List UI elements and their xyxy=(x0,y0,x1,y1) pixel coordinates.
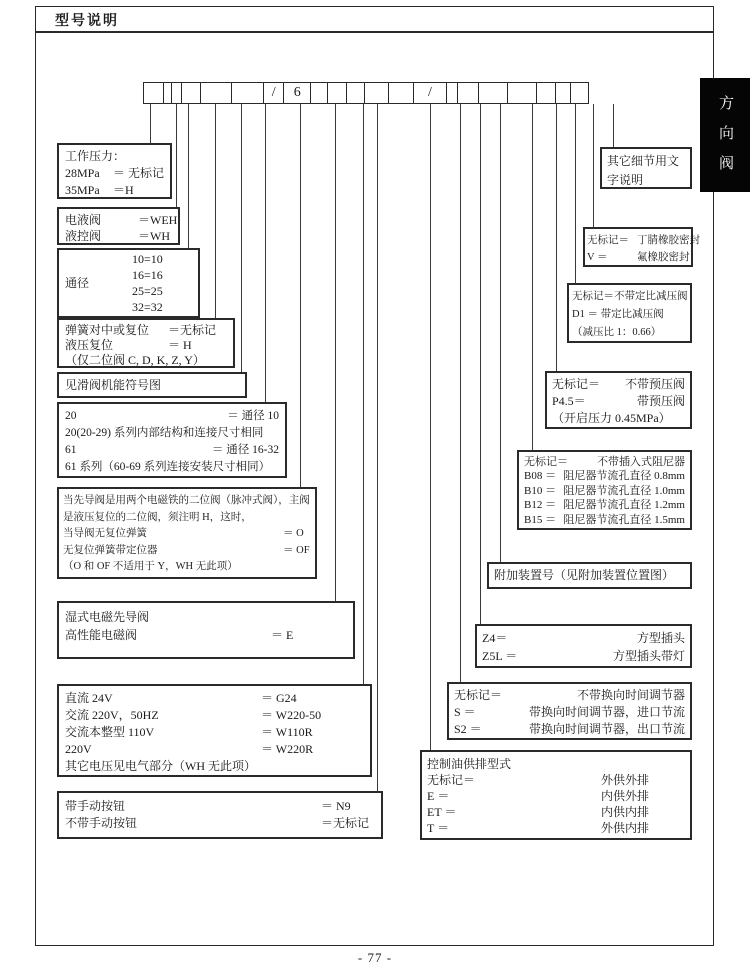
model-code-row xyxy=(143,82,589,104)
code-cell xyxy=(327,82,347,104)
box-working-pressure xyxy=(57,143,172,199)
header-rule xyxy=(36,31,713,33)
note: 其它电压见电气部分（WH 无此项） xyxy=(65,759,256,773)
note: 20(20-29) 系列内部结构和连接尺寸相同 xyxy=(65,427,264,439)
box-seal-material xyxy=(583,227,700,267)
term: 交流 220V，50HZ xyxy=(65,708,159,722)
term: B10 ＝ xyxy=(524,484,557,497)
code-value: ＝ E xyxy=(271,628,294,642)
spec-line xyxy=(65,408,279,425)
term: P4.5＝ xyxy=(552,394,586,408)
term: ET ＝ xyxy=(427,805,457,819)
connector-line xyxy=(241,104,242,372)
box-spool-symbol xyxy=(57,372,247,398)
box-pressure-reducing xyxy=(567,283,692,343)
connector-line xyxy=(176,104,177,207)
spec-line xyxy=(524,498,685,512)
code-value: 阻尼器节流孔直径 1.5mm xyxy=(563,513,685,526)
spec-line xyxy=(494,566,685,585)
spec-line xyxy=(524,469,685,483)
code-value: ＝ W110R xyxy=(261,725,313,739)
code-value: 方型插头带灯 xyxy=(612,649,685,663)
spec-line xyxy=(65,212,178,228)
note: 当先导阀是用两个电磁铁的二位阀（脉冲式阀），主阀 xyxy=(63,495,310,506)
code-cell xyxy=(478,82,509,104)
page-number: - 77 - xyxy=(357,950,393,965)
spec-line xyxy=(63,493,311,510)
term: 61 xyxy=(65,444,77,456)
term: Z4＝ xyxy=(482,631,508,645)
code-cell xyxy=(346,82,365,104)
note: 无标记＝不带定比减压阀 xyxy=(572,291,688,302)
term: E ＝ xyxy=(427,789,450,803)
spec-line xyxy=(454,704,685,721)
spec-line xyxy=(427,804,685,820)
term: B12 ＝ xyxy=(524,499,557,512)
code-value: ＝H xyxy=(113,183,134,197)
spec-line xyxy=(65,425,279,442)
code-value: 带换向时间调节器，进口节流 xyxy=(528,705,685,719)
spec-line xyxy=(607,152,685,190)
code-value: ＝无标记 xyxy=(321,816,370,830)
spec-line xyxy=(63,559,311,576)
code-value: ＝ W220-50 xyxy=(261,708,322,722)
term: 220V xyxy=(65,742,92,756)
code-value: ＝WH xyxy=(138,229,170,243)
spec-line xyxy=(65,148,164,165)
box-spring-centering xyxy=(57,318,235,368)
term: 20 xyxy=(65,410,77,422)
spec-line xyxy=(65,690,364,707)
term: 液压复位 xyxy=(65,338,114,352)
page-title: 型号说明 xyxy=(55,14,119,29)
spec-line xyxy=(65,608,347,626)
term: 工作压力： xyxy=(65,149,126,163)
note: （减压比 1：0.66） xyxy=(572,327,662,338)
box-other-details xyxy=(600,147,692,189)
code-cell xyxy=(570,82,589,104)
spec-line xyxy=(65,377,239,394)
nominal-size-values xyxy=(132,251,163,315)
box-valve-type xyxy=(57,207,180,245)
code-value: 10=10 xyxy=(132,252,163,266)
code-value: 带换向时间调节器，出口节流 xyxy=(528,722,685,736)
code-value: ＝ O xyxy=(283,528,304,539)
spec-line xyxy=(587,249,689,266)
term: B15 ＝ xyxy=(524,513,557,526)
note: （仅二位阀 C, D, K, Z, Y） xyxy=(65,353,205,367)
code-cell xyxy=(536,82,556,104)
spec-line xyxy=(482,629,685,647)
code-cell xyxy=(143,82,164,104)
term: V ＝ xyxy=(587,252,608,263)
spec-line xyxy=(65,353,227,368)
box-accessory-number xyxy=(487,562,692,589)
code-value: 方型插头 xyxy=(636,631,685,645)
term: S2 ＝ xyxy=(454,722,482,736)
code-cell xyxy=(364,82,390,104)
code-value: ＝ 通径 10 xyxy=(227,410,279,422)
code-value: ＝无标记 xyxy=(168,323,217,337)
box-preload-valve xyxy=(545,371,692,429)
spec-line xyxy=(552,410,685,427)
code-value: 16=16 xyxy=(132,268,163,282)
code-value: 不带预压阀 xyxy=(624,377,685,391)
spec-line xyxy=(572,324,687,342)
note: 附加装置号（见附加装置位置图） xyxy=(494,568,675,582)
spec-line xyxy=(65,165,164,182)
spec-line xyxy=(65,228,172,244)
box-damper-orifice xyxy=(517,450,692,530)
spec-line xyxy=(454,721,685,738)
term: 弹簧对中或复位 xyxy=(65,323,150,337)
code-cell xyxy=(200,82,232,104)
code-cell xyxy=(507,82,537,104)
spec-line xyxy=(587,232,700,249)
box-nominal-size xyxy=(57,248,200,318)
code-value: 内供内排 xyxy=(600,805,649,819)
code-value: 外供外排 xyxy=(600,773,649,787)
connector-line xyxy=(300,104,301,487)
note: 其它细节用文字说明 xyxy=(607,154,680,187)
code-value: ＝ 无标记 xyxy=(113,166,165,180)
spec-line xyxy=(524,484,685,498)
code-cell xyxy=(457,82,479,104)
code-cell-slash: / xyxy=(413,82,447,104)
connector-line xyxy=(363,104,364,684)
box-manual-button xyxy=(57,791,383,839)
spec-line xyxy=(65,338,227,353)
code-value: 32=32 xyxy=(132,300,163,314)
connector-line xyxy=(575,104,576,283)
connector-line xyxy=(532,104,533,450)
note: 61 系列（60-69 系列连接安装尺寸相同） xyxy=(65,461,271,473)
box-control-oil xyxy=(420,750,692,840)
term: 28MPa xyxy=(65,166,100,180)
spec-line xyxy=(65,459,279,476)
term: 高性能电磁阀 xyxy=(65,628,138,642)
code-value: ＝ H xyxy=(168,338,192,352)
term: T ＝ xyxy=(427,821,450,835)
connector-line xyxy=(500,104,501,562)
spec-line xyxy=(65,707,364,724)
term: 见滑阀机能符号图 xyxy=(65,378,162,392)
term: 无标记＝ xyxy=(587,235,629,246)
spec-line xyxy=(572,288,687,306)
note: D1 ＝ 带定比减压阀 xyxy=(572,309,664,320)
spec-line xyxy=(552,376,685,393)
code-value: ＝ N9 xyxy=(321,799,351,813)
term: 35MPa xyxy=(65,183,100,197)
box-plug-type xyxy=(475,624,692,668)
code-cell xyxy=(231,82,264,104)
term: 交流本整型 110V xyxy=(65,725,155,739)
connector-line xyxy=(377,104,378,791)
box-voltage xyxy=(57,684,372,777)
connector-line xyxy=(613,104,614,147)
term: 电液阀 xyxy=(65,213,102,227)
spec-line xyxy=(427,788,685,804)
spec-line xyxy=(65,323,227,338)
code-value: 25=25 xyxy=(132,284,163,298)
term: 无复位弹簧带定位器 xyxy=(63,544,158,556)
connector-line xyxy=(430,104,431,750)
code-cell-size6: 6 xyxy=(283,82,311,104)
spec-line xyxy=(427,756,685,772)
connector-line xyxy=(265,104,266,402)
term: 带手动按钮 xyxy=(65,799,126,813)
term: 无标记＝ xyxy=(427,773,476,787)
spec-line xyxy=(524,513,685,527)
code-cell xyxy=(555,82,572,104)
code-value: 阻尼器节流孔直径 1.2mm xyxy=(563,499,685,512)
code-value: 阻尼器节流孔直径 0.8mm xyxy=(563,470,685,483)
term: S ＝ xyxy=(454,705,476,719)
term: 无标记＝ xyxy=(524,456,568,468)
spec-line xyxy=(65,815,375,832)
spec-line xyxy=(63,526,311,543)
term: 直流 24V xyxy=(65,691,113,705)
code-value: 丁腈橡胶密封 xyxy=(637,235,700,246)
spec-line xyxy=(454,687,685,704)
spec-line xyxy=(552,393,685,410)
term: 无标记＝ xyxy=(552,377,601,391)
code-cell xyxy=(181,82,202,104)
spec-line xyxy=(65,741,364,758)
term: B08 ＝ xyxy=(524,470,557,483)
code-value: ＝WEH xyxy=(138,213,178,227)
code-value: 不带换向时间调节器 xyxy=(576,688,685,702)
term: 无标记＝ xyxy=(454,688,503,702)
note: （O 和 OF 不适用于 Y，WH 无此项） xyxy=(63,561,238,572)
note: （开启压力 0.45MPa） xyxy=(552,411,671,425)
spec-line xyxy=(427,772,685,788)
code-cell xyxy=(310,82,329,104)
spec-line xyxy=(482,647,685,665)
code-cell-slash: / xyxy=(263,82,285,104)
term: 控制油供排型式 xyxy=(427,757,512,771)
spec-line xyxy=(427,820,685,836)
term: 湿式电磁先导阀 xyxy=(65,610,150,624)
spec-line xyxy=(524,455,685,469)
connector-line xyxy=(460,104,461,682)
connector-line xyxy=(335,104,336,601)
code-value: 不带插入式阻尼器 xyxy=(597,456,685,468)
spec-line xyxy=(65,442,279,459)
code-value: 外供内排 xyxy=(600,821,649,835)
term: 液控阀 xyxy=(65,229,102,243)
spec-line xyxy=(65,798,375,815)
box-wet-solenoid xyxy=(57,601,355,659)
spec-line xyxy=(572,306,687,324)
connector-line xyxy=(593,104,594,227)
connector-line xyxy=(215,104,216,318)
spec-line xyxy=(65,182,164,199)
code-value: 带预压阀 xyxy=(636,394,685,408)
spec-line xyxy=(65,758,364,775)
code-value: 阻尼器节流孔直径 1.0mm xyxy=(563,484,685,497)
code-value: ＝ G24 xyxy=(261,691,297,705)
code-value: 氟橡胶密封 xyxy=(637,252,690,263)
connector-line xyxy=(150,104,151,143)
term: Z5L ＝ xyxy=(482,649,518,663)
connector-line xyxy=(480,104,481,624)
section-tab: 方向阀 xyxy=(700,78,750,192)
box-pilot-two-solenoid xyxy=(57,487,317,579)
box-switching-time xyxy=(447,682,692,740)
spec-line xyxy=(63,510,311,527)
spec-line xyxy=(63,543,311,560)
code-value: ＝ W220R xyxy=(261,742,314,756)
term: 通径 xyxy=(65,276,90,290)
code-cell xyxy=(388,82,414,104)
connector-line xyxy=(188,104,189,248)
box-series xyxy=(57,402,287,478)
connector-line xyxy=(556,104,557,371)
spec-line xyxy=(65,626,347,644)
code-value: ＝ 通径 16-32 xyxy=(211,444,279,456)
code-value: ＝ OF xyxy=(283,544,310,556)
term: 不带手动按钮 xyxy=(65,816,138,830)
term: 当导阀无复位弹簧 xyxy=(63,528,147,539)
spec-line xyxy=(65,724,364,741)
code-value: 内供外排 xyxy=(600,789,649,803)
note: 是液压复位的二位阀，须注明 H，这时， xyxy=(63,511,252,523)
